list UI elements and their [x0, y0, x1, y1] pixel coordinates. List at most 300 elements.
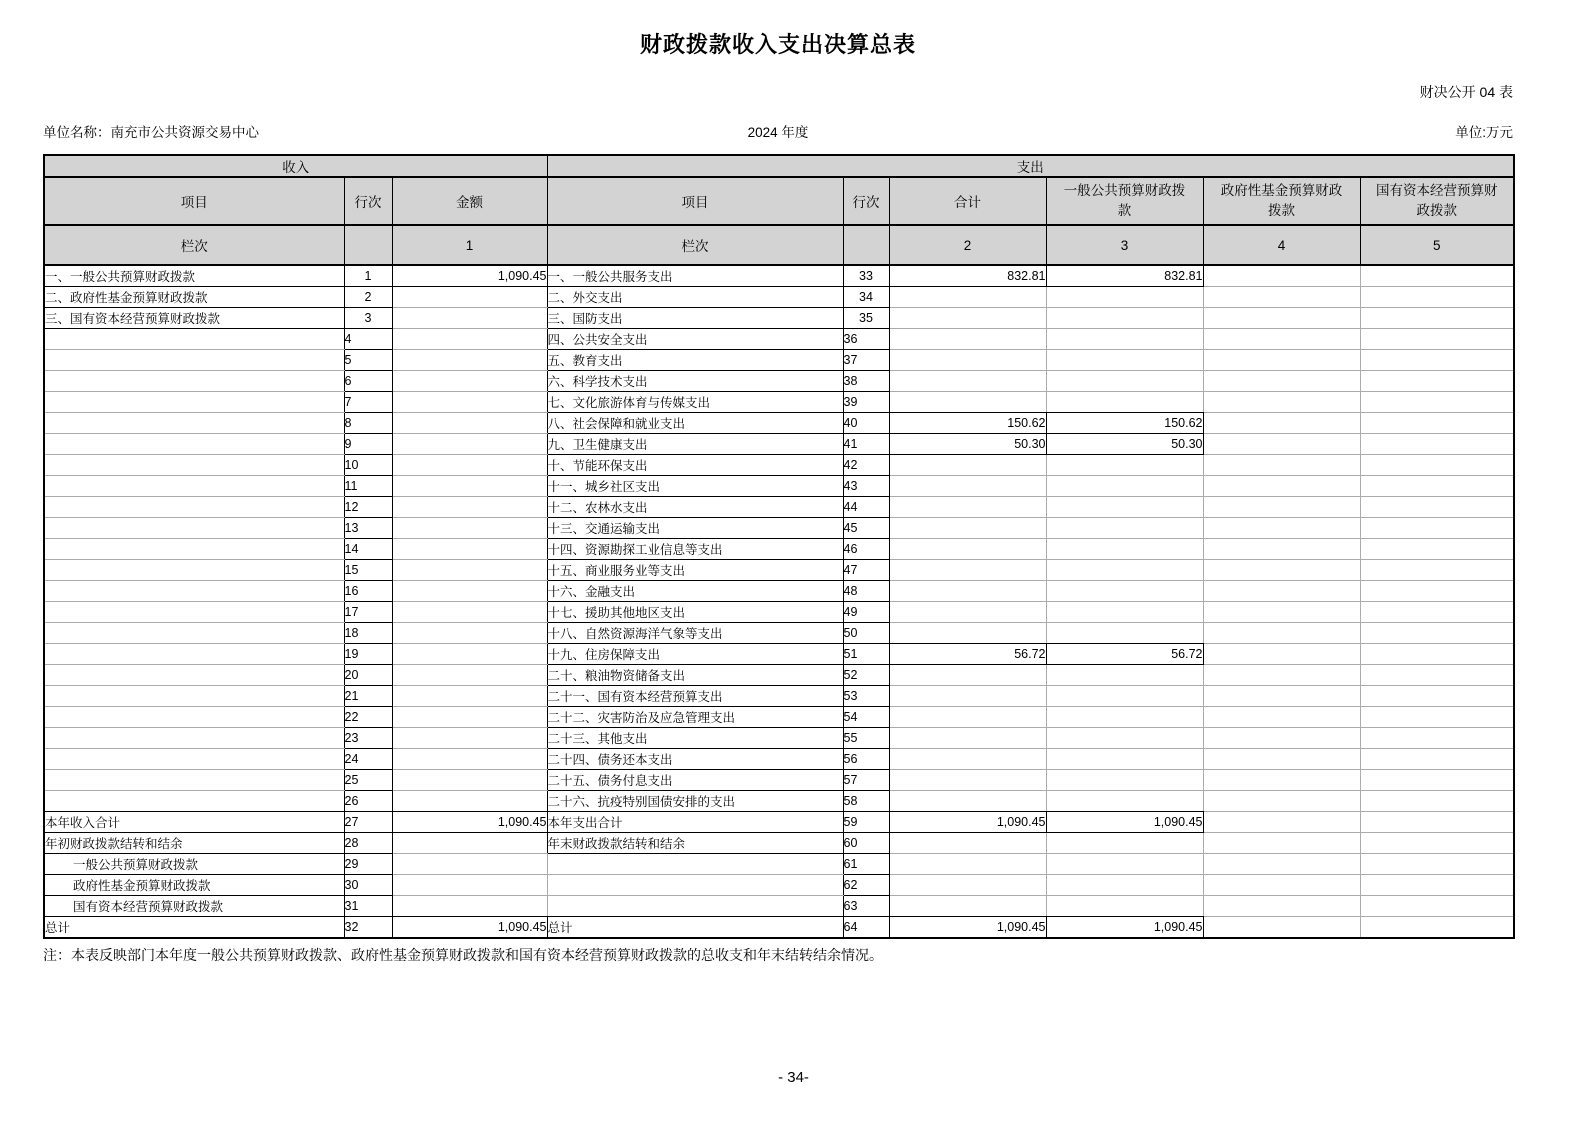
income-item-cell	[44, 581, 344, 602]
table-row	[44, 455, 1514, 476]
table-row	[44, 707, 1514, 728]
expense-total-cell	[889, 707, 1046, 728]
expense-general-cell	[1046, 539, 1203, 560]
income-rowno-cell: 5	[344, 350, 392, 371]
income-item-cell	[44, 392, 344, 413]
expense-fund-cell	[1203, 665, 1360, 686]
expense-state-cell	[1360, 770, 1514, 791]
expense-fund-cell	[1203, 791, 1360, 812]
expense-fund-cell	[1203, 455, 1360, 476]
income-rowno-cell: 18	[344, 623, 392, 644]
expense-fund-cell	[1203, 518, 1360, 539]
income-section-header: 收入	[44, 155, 547, 177]
income-item-cell: 一般公共预算财政拨款	[44, 854, 344, 875]
income-amount-cell	[392, 581, 547, 602]
expense-item-cell: 十三、交通运输支出	[547, 518, 843, 539]
expense-total-cell	[889, 875, 1046, 896]
expense-fund-cell	[1203, 623, 1360, 644]
income-rowno-cell: 7	[344, 392, 392, 413]
income-amount-cell	[392, 371, 547, 392]
table-row	[44, 833, 1514, 854]
expense-rowno-cell: 51	[843, 644, 889, 665]
expense-fund-cell	[1203, 350, 1360, 371]
unit-name: 单位名称：南充市公共资源交易中心	[43, 125, 259, 140]
expense-rowno-cell: 52	[843, 665, 889, 686]
income-item-cell: 一、一般公共预算财政拨款	[44, 265, 344, 287]
expense-item-cell: 二十、粮油物资储备支出	[547, 665, 843, 686]
expense-fund-cell	[1203, 497, 1360, 518]
income-amount-cell	[392, 875, 547, 896]
income-rowno-cell: 6	[344, 371, 392, 392]
table-row	[44, 749, 1514, 770]
income-item-cell	[44, 497, 344, 518]
expense-total-cell	[889, 518, 1046, 539]
expense-total-cell: 150.62	[889, 413, 1046, 434]
expense-state-cell	[1360, 728, 1514, 749]
income-item-cell: 三、国有资本经营预算财政拨款	[44, 308, 344, 329]
expense-state-cell	[1360, 833, 1514, 854]
expense-total-cell: 50.30	[889, 434, 1046, 455]
expense-item-cell: 六、科学技术支出	[547, 371, 843, 392]
expense-rowno-cell: 47	[843, 560, 889, 581]
expense-rowno-cell: 39	[843, 392, 889, 413]
expense-item-cell: 十八、自然资源海洋气象等支出	[547, 623, 843, 644]
income-item-cell: 总计	[45, 921, 71, 935]
expense-fund-cell	[1203, 875, 1360, 896]
table-row	[44, 896, 1514, 917]
expense-item-cell: 十四、资源勘探工业信息等支出	[547, 539, 843, 560]
income-rowno-cell: 10	[344, 455, 392, 476]
income-rowno-cell: 31	[344, 896, 392, 917]
expense-rowno-cell: 58	[843, 791, 889, 812]
income-item-cell	[44, 623, 344, 644]
expense-fund-cell	[1203, 644, 1360, 665]
expense-total-cell	[889, 728, 1046, 749]
expense-rowno-cell: 49	[843, 602, 889, 623]
income-amount-cell	[392, 434, 547, 455]
income-item-cell: 国有资本经营预算财政拨款	[44, 896, 344, 917]
expense-general-cell	[1046, 686, 1203, 707]
income-amount-cell	[392, 707, 547, 728]
expense-total-cell: 56.72	[889, 644, 1046, 665]
income-item-cell	[44, 434, 344, 455]
expense-state-cell	[1360, 791, 1514, 812]
expense-state-cell	[1360, 686, 1514, 707]
expense-general-cell	[1046, 854, 1203, 875]
expense-rowno-cell: 45	[843, 518, 889, 539]
income-rowno-cell: 23	[344, 728, 392, 749]
expense-state-cell	[1360, 392, 1514, 413]
expense-general-cell	[1046, 665, 1203, 686]
expense-total-cell	[889, 308, 1046, 329]
expense-item-cell: 九、卫生健康支出	[547, 434, 843, 455]
income-rowno-cell: 29	[344, 854, 392, 875]
expense-item-cell: 二、外交支出	[547, 287, 843, 308]
expense-item-cell: 二十二、灾害防治及应急管理支出	[547, 707, 843, 728]
expense-item-cell: 年末财政拨款结转和结余	[547, 833, 843, 854]
expense-state-cell	[1360, 308, 1514, 329]
col-num-4: 4	[1203, 225, 1360, 265]
expense-fund-cell	[1203, 329, 1360, 350]
income-item-cell	[44, 560, 344, 581]
col-num-5: 5	[1360, 225, 1514, 265]
table-row	[44, 371, 1514, 392]
income-amount-cell	[392, 350, 547, 371]
general-budget-header: 一般公共预算财政拨款	[1046, 177, 1203, 225]
income-col-num-1: 1	[392, 225, 547, 265]
table-row	[44, 497, 1514, 518]
expense-total-cell	[889, 350, 1046, 371]
table-row	[44, 770, 1514, 791]
expense-item-cell: 十二、农林水支出	[547, 497, 843, 518]
income-rowno-cell: 21	[344, 686, 392, 707]
expense-fund-cell	[1203, 476, 1360, 497]
page-title: 财政拨款收入支出决算总表	[639, 32, 916, 57]
expense-rowno-cell: 60	[843, 833, 889, 854]
expense-general-cell	[1046, 308, 1203, 329]
income-rowno-cell: 16	[344, 581, 392, 602]
expense-state-cell	[1360, 665, 1514, 686]
income-amount-cell	[392, 602, 547, 623]
table-row	[44, 413, 1514, 434]
expense-state-cell	[1360, 812, 1514, 833]
expense-fund-cell	[1203, 434, 1360, 455]
income-item-cell	[44, 413, 344, 434]
income-amount-cell: 1,090.45	[392, 812, 547, 833]
expense-general-cell: 832.81	[1046, 265, 1203, 287]
expense-total-cell	[889, 287, 1046, 308]
income-amount-cell	[392, 476, 547, 497]
table-row	[44, 539, 1514, 560]
income-amount-cell	[392, 539, 547, 560]
expense-total-cell	[889, 497, 1046, 518]
expense-item-cell: 四、公共安全支出	[547, 329, 843, 350]
income-column-label: 栏次	[44, 225, 344, 265]
expense-total-cell	[889, 581, 1046, 602]
income-amount-cell	[392, 497, 547, 518]
expense-state-cell	[1360, 560, 1514, 581]
income-rowno-cell: 3	[344, 308, 392, 329]
fiscal-year: 2024 年度	[747, 125, 809, 140]
income-item-cell	[44, 707, 344, 728]
income-amount-cell	[392, 854, 547, 875]
income-item-cell	[44, 539, 344, 560]
expense-state-cell	[1360, 707, 1514, 728]
table-row	[44, 917, 1514, 939]
expense-total-cell	[889, 602, 1046, 623]
income-rowno-cell: 17	[344, 602, 392, 623]
income-rowno-cell: 1	[344, 265, 392, 287]
expense-total-cell	[889, 392, 1046, 413]
income-rowno-cell: 32	[344, 917, 392, 939]
table-row	[44, 476, 1514, 497]
table-row	[44, 581, 1514, 602]
income-amount-cell: 1,090.45	[392, 265, 547, 287]
expense-total-cell	[889, 686, 1046, 707]
expense-item-cell: 五、教育支出	[547, 350, 843, 371]
income-rowno-cell: 4	[344, 329, 392, 350]
expense-total-cell: 1,090.45	[889, 917, 1046, 939]
expense-item-cell: 十九、住房保障支出	[547, 644, 843, 665]
table-row	[44, 686, 1514, 707]
expense-rowno-cell: 41	[843, 434, 889, 455]
income-item-cell	[44, 665, 344, 686]
expense-rowno-cell: 34	[843, 287, 889, 308]
expense-general-cell	[1046, 581, 1203, 602]
expense-state-cell	[1360, 265, 1514, 287]
income-amount-cell	[392, 686, 547, 707]
expense-section-header: 支出	[547, 155, 1514, 177]
expense-fund-cell	[1203, 854, 1360, 875]
expense-rowno-cell: 37	[843, 350, 889, 371]
expense-rowno-cell: 55	[843, 728, 889, 749]
table-row	[44, 329, 1514, 350]
expense-fund-cell	[1203, 896, 1360, 917]
expense-fund-cell	[1203, 812, 1360, 833]
table-row	[44, 854, 1514, 875]
income-amount-cell	[392, 665, 547, 686]
expense-rowno-cell: 42	[843, 455, 889, 476]
expense-fund-cell	[1203, 392, 1360, 413]
expense-general-cell: 1,090.45	[1046, 812, 1203, 833]
income-item-cell	[44, 644, 344, 665]
expense-general-cell	[1046, 602, 1203, 623]
expense-general-cell	[1046, 350, 1203, 371]
income-item-cell: 年初财政拨款结转和结余	[44, 833, 344, 854]
expense-rowno-cell: 61	[843, 854, 889, 875]
expense-rowno-cell: 38	[843, 371, 889, 392]
expense-general-cell	[1046, 392, 1203, 413]
expense-general-cell	[1046, 728, 1203, 749]
income-item-cell	[44, 728, 344, 749]
income-item-cell: 二、政府性基金预算财政拨款	[44, 287, 344, 308]
expense-state-cell	[1360, 896, 1514, 917]
income-rowno-cell: 9	[344, 434, 392, 455]
table-row	[44, 602, 1514, 623]
expense-item-cell: 八、社会保障和就业支出	[547, 413, 843, 434]
expense-item-cell	[547, 854, 843, 875]
expense-state-cell	[1360, 749, 1514, 770]
meta-row	[43, 121, 1513, 141]
expense-rowno-cell: 57	[843, 770, 889, 791]
expense-state-cell	[1360, 350, 1514, 371]
table-row	[44, 791, 1514, 812]
table-row	[44, 875, 1514, 896]
expense-fund-cell	[1203, 749, 1360, 770]
income-amount-cell	[392, 329, 547, 350]
income-item-cell: 本年收入合计	[44, 812, 344, 833]
expense-total-cell: 1,090.45	[889, 812, 1046, 833]
income-rowno-cell: 15	[344, 560, 392, 581]
expense-state-cell	[1360, 413, 1514, 434]
income-item-cell	[44, 686, 344, 707]
income-item-cell	[44, 476, 344, 497]
expense-item-cell	[547, 896, 843, 917]
income-item-cell	[44, 350, 344, 371]
income-amount-cell	[392, 392, 547, 413]
income-rowno-cell: 25	[344, 770, 392, 791]
expense-state-cell	[1360, 539, 1514, 560]
expense-fund-cell	[1203, 308, 1360, 329]
income-amount-cell	[392, 770, 547, 791]
expense-rowno-cell: 46	[843, 539, 889, 560]
expense-rowno-cell: 33	[843, 265, 889, 287]
expense-fund-cell	[1203, 686, 1360, 707]
income-rowno-cell: 12	[344, 497, 392, 518]
expense-state-cell	[1360, 476, 1514, 497]
income-amount-cell	[392, 560, 547, 581]
expense-total-cell	[889, 791, 1046, 812]
table-row	[44, 287, 1514, 308]
expense-general-cell: 1,090.45	[1046, 917, 1203, 939]
income-amount-cell	[392, 728, 547, 749]
expense-state-cell	[1360, 854, 1514, 875]
expense-state-cell	[1360, 497, 1514, 518]
expense-fund-cell	[1203, 833, 1360, 854]
expense-state-cell	[1360, 455, 1514, 476]
table-row	[44, 392, 1514, 413]
expense-rowno-cell: 59	[843, 812, 889, 833]
expense-fund-cell	[1203, 581, 1360, 602]
expense-total-cell	[889, 665, 1046, 686]
expense-total-cell	[889, 770, 1046, 791]
income-amount-cell	[392, 623, 547, 644]
state-capital-header: 国有资本经营预算财政拨款	[1360, 177, 1514, 225]
expense-total-cell	[889, 623, 1046, 644]
expense-fund-cell	[1203, 602, 1360, 623]
footnote: 注：本表反映部门本年度一般公共预算财政拨款、政府性基金预算财政拨款和国有资本经营预算财政拨款的总收支和年末结转结余情况。	[43, 947, 883, 963]
expense-total-cell	[889, 329, 1046, 350]
expense-total-cell	[889, 560, 1046, 581]
expense-item-cell: 十六、金融支出	[547, 581, 843, 602]
expense-rowno-cell: 54	[843, 707, 889, 728]
expense-general-cell	[1046, 371, 1203, 392]
expense-item-cell: 七、文化旅游体育与传媒支出	[547, 392, 843, 413]
table-row	[44, 665, 1514, 686]
income-rowno-cell: 8	[344, 413, 392, 434]
expense-fund-cell	[1203, 917, 1360, 939]
expense-general-cell	[1046, 791, 1203, 812]
expense-rowno-cell: 64	[843, 917, 889, 939]
income-amount-cell	[392, 833, 547, 854]
expense-state-cell	[1360, 602, 1514, 623]
income-rowno-cell: 28	[344, 833, 392, 854]
expense-general-cell	[1046, 623, 1203, 644]
expense-total-cell	[889, 854, 1046, 875]
income-rowno-spacer	[344, 225, 392, 265]
expense-rowno-header: 行次	[843, 177, 889, 225]
doc-form-label: 财决公开 04 表	[1419, 84, 1513, 100]
expense-state-cell	[1360, 329, 1514, 350]
expense-total-cell: 832.81	[889, 265, 1046, 287]
expense-general-cell	[1046, 497, 1203, 518]
income-rowno-cell: 20	[344, 665, 392, 686]
income-amount-cell	[392, 413, 547, 434]
expense-item-cell: 二十六、抗疫特别国债安排的支出	[547, 791, 843, 812]
expense-general-cell: 150.62	[1046, 413, 1203, 434]
expense-item-cell: 二十四、债务还本支出	[547, 749, 843, 770]
expense-state-cell	[1360, 644, 1514, 665]
expense-item-cell	[547, 875, 843, 896]
expense-rowno-cell: 35	[843, 308, 889, 329]
expense-item-cell: 一、一般公共服务支出	[547, 265, 843, 287]
expense-total-cell	[889, 833, 1046, 854]
expense-fund-cell	[1203, 728, 1360, 749]
expense-total-cell	[889, 476, 1046, 497]
expense-item-cell: 十、节能环保支出	[547, 455, 843, 476]
expense-general-cell: 56.72	[1046, 644, 1203, 665]
income-item-cell: 政府性基金预算财政拨款	[44, 875, 344, 896]
col-num-2: 2	[889, 225, 1046, 265]
expense-state-cell	[1360, 518, 1514, 539]
expense-rowno-cell: 63	[843, 896, 889, 917]
expense-state-cell	[1360, 371, 1514, 392]
expense-general-cell	[1046, 875, 1203, 896]
table-row	[44, 560, 1514, 581]
table-row	[44, 518, 1514, 539]
expense-total-cell	[889, 749, 1046, 770]
expense-item-cell: 本年支出合计	[547, 812, 843, 833]
income-rowno-cell: 2	[344, 287, 392, 308]
expense-total-header: 合计	[889, 177, 1046, 225]
expense-fund-cell	[1203, 539, 1360, 560]
expense-state-cell	[1360, 581, 1514, 602]
income-amount-cell: 1,090.45	[392, 917, 547, 939]
expense-rowno-cell: 43	[843, 476, 889, 497]
expense-item-cell: 十七、援助其他地区支出	[547, 602, 843, 623]
income-rowno-cell: 14	[344, 539, 392, 560]
expense-item-cell: 十一、城乡社区支出	[547, 476, 843, 497]
income-item-cell	[44, 518, 344, 539]
expense-total-cell	[889, 455, 1046, 476]
expense-rowno-spacer	[843, 225, 889, 265]
table-row	[44, 350, 1514, 371]
gov-fund-header: 政府性基金预算财政拨款	[1203, 177, 1360, 225]
table-row	[44, 728, 1514, 749]
expense-fund-cell	[1203, 265, 1360, 287]
income-rowno-cell: 26	[344, 791, 392, 812]
expense-fund-cell	[1203, 287, 1360, 308]
expense-general-cell	[1046, 896, 1203, 917]
income-item-cell	[44, 602, 344, 623]
income-item-cell	[44, 371, 344, 392]
expense-item-cell: 总计	[547, 917, 843, 939]
expense-rowno-cell: 44	[843, 497, 889, 518]
expense-item-cell: 二十一、国有资本经营预算支出	[547, 686, 843, 707]
expense-fund-cell	[1203, 413, 1360, 434]
income-rowno-cell: 19	[344, 644, 392, 665]
income-amount-cell	[392, 308, 547, 329]
expense-general-cell	[1046, 287, 1203, 308]
table-row	[44, 623, 1514, 644]
income-rowno-cell: 24	[344, 749, 392, 770]
expense-state-cell	[1360, 434, 1514, 455]
expense-fund-cell	[1203, 707, 1360, 728]
income-amount-header: 金额	[392, 177, 547, 225]
income-item-cell	[44, 455, 344, 476]
income-rowno-cell: 22	[344, 707, 392, 728]
table-row	[44, 265, 1514, 287]
income-rowno-cell: 27	[344, 812, 392, 833]
expense-general-cell	[1046, 770, 1203, 791]
table-row	[44, 308, 1514, 329]
income-amount-cell	[392, 791, 547, 812]
expense-general-cell	[1046, 560, 1203, 581]
expense-column-label: 栏次	[547, 225, 843, 265]
expense-general-cell	[1046, 749, 1203, 770]
income-amount-cell	[392, 896, 547, 917]
expense-general-cell: 50.30	[1046, 434, 1203, 455]
